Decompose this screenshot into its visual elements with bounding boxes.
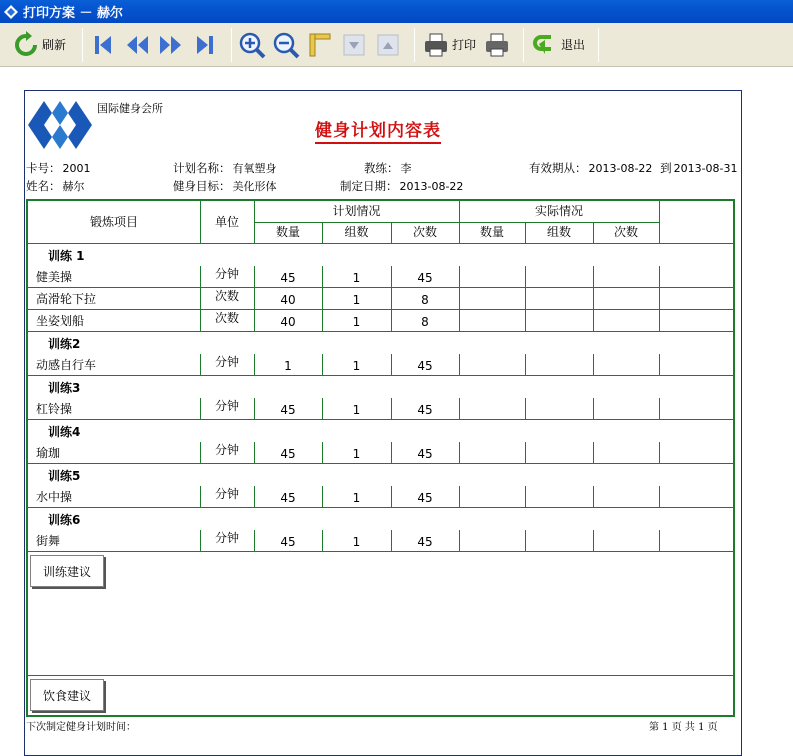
first-page-button[interactable] (89, 27, 117, 63)
page-up-button[interactable] (374, 27, 402, 63)
grid-line (659, 442, 660, 463)
grid-line (525, 530, 526, 551)
grid-line (593, 398, 594, 419)
plan-sets-cell: 1 (352, 447, 361, 461)
zoom-in-icon (238, 31, 266, 59)
company-logo-icon (28, 91, 92, 159)
exit-button[interactable] (530, 27, 586, 63)
exercise-name: 街舞 (36, 534, 61, 548)
exercise-name: 杠铃操 (36, 402, 73, 416)
plan-times-cell: 45 (417, 359, 433, 373)
plan-qty-cell: 45 (280, 271, 296, 285)
grid-line (391, 222, 392, 243)
prev-page-button[interactable] (123, 27, 151, 63)
group-title: 训练4 (48, 425, 81, 439)
toolbar-separator (414, 28, 415, 62)
exercise-name: 水中操 (36, 490, 73, 504)
grid-line (593, 530, 594, 551)
header-sub-sets: 组数 (344, 225, 369, 239)
exercise-name: 健美操 (36, 270, 73, 284)
window-title: 打印方案 － 赫尔 (23, 6, 124, 21)
grid-line (659, 288, 660, 309)
grid-line (28, 507, 733, 508)
grid-line (322, 266, 323, 287)
toolbar (0, 23, 793, 67)
grid-line (659, 201, 660, 243)
grid-line (525, 398, 526, 419)
unit-cell: 次数 (214, 289, 239, 303)
grid-line (28, 309, 733, 310)
plan-sets-cell: 1 (352, 403, 361, 417)
plan-sets-cell: 1 (352, 535, 361, 549)
grid-line (254, 288, 255, 309)
plan-qty-cell: 40 (280, 293, 296, 307)
unit-cell: 分钟 (214, 399, 239, 413)
diet-advice-label: 饮食建议 (30, 679, 104, 711)
grid-line (200, 354, 201, 375)
zoom-out-icon (272, 31, 300, 59)
fitness-goal: 健身目标： 美化形体 (173, 179, 277, 193)
grid-line (322, 310, 323, 331)
prev-page-icon (123, 31, 151, 59)
page-down-icon (340, 31, 368, 59)
next-plan-time-label: 下次制定健身计划时间： (26, 722, 136, 733)
page-info: 第 1 页 共 1 页 (649, 722, 718, 733)
vertical-scrollbar[interactable] (770, 67, 793, 755)
grid-line (391, 310, 392, 331)
grid-line (593, 266, 594, 287)
grid-line (391, 354, 392, 375)
grid-line (28, 331, 733, 332)
last-page-button[interactable] (191, 27, 219, 63)
grid-line (28, 463, 733, 464)
grid-line (254, 310, 255, 331)
grid-line (459, 442, 460, 463)
grid-line (459, 530, 460, 551)
plan-qty-cell: 45 (280, 403, 296, 417)
grid-line (28, 287, 733, 288)
grid-line (593, 354, 594, 375)
grid-line (391, 442, 392, 463)
grid-line (593, 486, 594, 507)
zoom-out-button[interactable] (272, 27, 300, 63)
grid-line (322, 442, 323, 463)
plan-times-cell: 45 (417, 271, 433, 285)
toolbar-separator (231, 28, 232, 62)
header-plan: 计划情况 (332, 204, 381, 218)
grid-line (593, 310, 594, 331)
grid-line (200, 201, 201, 243)
plan-sets-cell: 1 (352, 359, 361, 373)
grid-line (391, 530, 392, 551)
group-title: 训练2 (48, 337, 81, 351)
printer-icon (422, 31, 450, 59)
plan-times-cell: 8 (421, 315, 429, 329)
grid-line (659, 354, 660, 375)
grid-line (525, 222, 526, 243)
title-bar (0, 0, 793, 23)
preview-area (0, 67, 793, 755)
made-date: 制定日期： 2013-08-22 (340, 179, 464, 193)
grid-line (254, 398, 255, 419)
plan-sets-cell: 1 (352, 491, 361, 505)
grid-line (525, 310, 526, 331)
plan-times-cell: 8 (421, 293, 429, 307)
header-sub-times2: 次数 (613, 225, 638, 239)
plan-qty-cell: 45 (280, 535, 296, 549)
grid-line (659, 266, 660, 287)
grid-line (28, 375, 733, 376)
grid-line (659, 310, 660, 331)
grid-line (322, 398, 323, 419)
plan-qty-cell: 45 (280, 491, 296, 505)
group-title: 训练6 (48, 513, 81, 527)
refresh-button[interactable] (8, 27, 70, 63)
next-page-button[interactable] (157, 27, 185, 63)
grid-line (200, 530, 201, 551)
plan-times-cell: 45 (417, 403, 433, 417)
grid-line (525, 442, 526, 463)
plan-name: 计划名称： 有氧塑身 (173, 161, 277, 175)
plan-table (26, 199, 735, 717)
grid-line (254, 266, 255, 287)
group-title: 训练 1 (48, 249, 85, 263)
group-title: 训练3 (48, 381, 81, 395)
grid-line (459, 486, 460, 507)
exercise-name: 高滑轮下拉 (36, 292, 97, 306)
grid-line (200, 266, 201, 287)
valid-period: 有效期从： 2013-08-22 到 2013-08-31 (529, 161, 738, 175)
report-page (24, 90, 742, 756)
training-advice-label: 训练建议 (30, 555, 104, 587)
grid-line (28, 675, 733, 676)
exercise-name: 坐姿划船 (36, 314, 85, 328)
grid-line (322, 288, 323, 309)
exit-label: 退出 (560, 38, 585, 52)
grid-line (593, 442, 594, 463)
grid-line (525, 288, 526, 309)
grid-line (459, 266, 460, 287)
printer-setup-icon (483, 31, 511, 59)
print-label: 打印 (451, 38, 476, 52)
unit-cell: 分钟 (214, 355, 239, 369)
plan-times-cell: 45 (417, 491, 433, 505)
grid-line (200, 398, 201, 419)
unit-cell: 次数 (214, 311, 239, 325)
grid-line (254, 354, 255, 375)
header-unit: 单位 (214, 215, 239, 229)
last-page-icon (191, 31, 219, 59)
plan-times-cell: 45 (417, 447, 433, 461)
exit-icon (531, 31, 559, 59)
grid-line (28, 243, 733, 244)
coach: 教练： 李 (364, 161, 412, 175)
plan-times-cell: 45 (417, 535, 433, 549)
header-sub-sets2: 组数 (546, 225, 571, 239)
print-setup-button[interactable] (483, 27, 511, 63)
header-actual: 实际情况 (534, 204, 583, 218)
grid-line (391, 288, 392, 309)
grid-line (254, 530, 255, 551)
company-name: 国际健身会所 (97, 102, 163, 115)
grid-line (254, 222, 659, 223)
grid-line (391, 266, 392, 287)
grid-line (200, 442, 201, 463)
plan-qty-cell: 1 (284, 359, 292, 373)
grid-line (200, 288, 201, 309)
unit-cell: 分钟 (214, 487, 239, 501)
grid-line (525, 354, 526, 375)
refresh-label: 刷新 (41, 38, 66, 52)
grid-line (593, 288, 594, 309)
header-sub-qty2: 数量 (479, 225, 504, 239)
ruler-icon (306, 31, 334, 59)
plan-sets-cell: 1 (352, 315, 361, 329)
grid-line (459, 354, 460, 375)
zoom-in-button[interactable] (238, 27, 266, 63)
first-page-icon (89, 31, 117, 59)
grid-line (322, 354, 323, 375)
grid-line (659, 486, 660, 507)
plan-sets-cell: 1 (352, 271, 361, 285)
card-number: 卡号： 2001 (26, 161, 91, 175)
grid-line (659, 398, 660, 419)
plan-qty-cell: 40 (280, 315, 296, 329)
header-item: 锻炼项目 (89, 215, 138, 229)
plan-qty-cell: 45 (280, 447, 296, 461)
header-sub-qty: 数量 (275, 225, 300, 239)
grid-line (459, 310, 460, 331)
grid-line (200, 310, 201, 331)
member-name: 姓名： 赫尔 (26, 179, 85, 193)
exercise-name: 瑜珈 (36, 446, 61, 460)
grid-line (28, 419, 733, 420)
grid-line (322, 222, 323, 243)
grid-line (254, 486, 255, 507)
grid-line (28, 551, 733, 552)
plan-sets-cell: 1 (352, 293, 361, 307)
unit-cell: 分钟 (214, 443, 239, 457)
grid-line (459, 398, 460, 419)
unit-cell: 分钟 (214, 531, 239, 545)
next-page-icon (157, 31, 185, 59)
grid-line (659, 530, 660, 551)
grid-line (391, 486, 392, 507)
toolbar-separator (523, 28, 524, 62)
grid-line (525, 266, 526, 287)
group-title: 训练5 (48, 469, 81, 483)
grid-line (391, 398, 392, 419)
report-title: 健身计划内容表 (315, 116, 441, 144)
page-down-button[interactable] (340, 27, 368, 63)
refresh-icon (12, 31, 40, 59)
app-icon (3, 4, 19, 20)
toolbar-separator (598, 28, 599, 62)
grid-line (593, 222, 594, 243)
page-width-button[interactable] (306, 27, 334, 63)
unit-cell: 分钟 (214, 267, 239, 281)
page-up-icon (374, 31, 402, 59)
print-button[interactable] (421, 27, 477, 63)
grid-line (322, 486, 323, 507)
grid-line (254, 442, 255, 463)
grid-line (322, 530, 323, 551)
header-sub-times: 次数 (412, 225, 437, 239)
exercise-name: 动感自行车 (36, 358, 97, 372)
grid-line (459, 288, 460, 309)
toolbar-separator (82, 28, 83, 62)
grid-line (525, 486, 526, 507)
grid-line (200, 486, 201, 507)
